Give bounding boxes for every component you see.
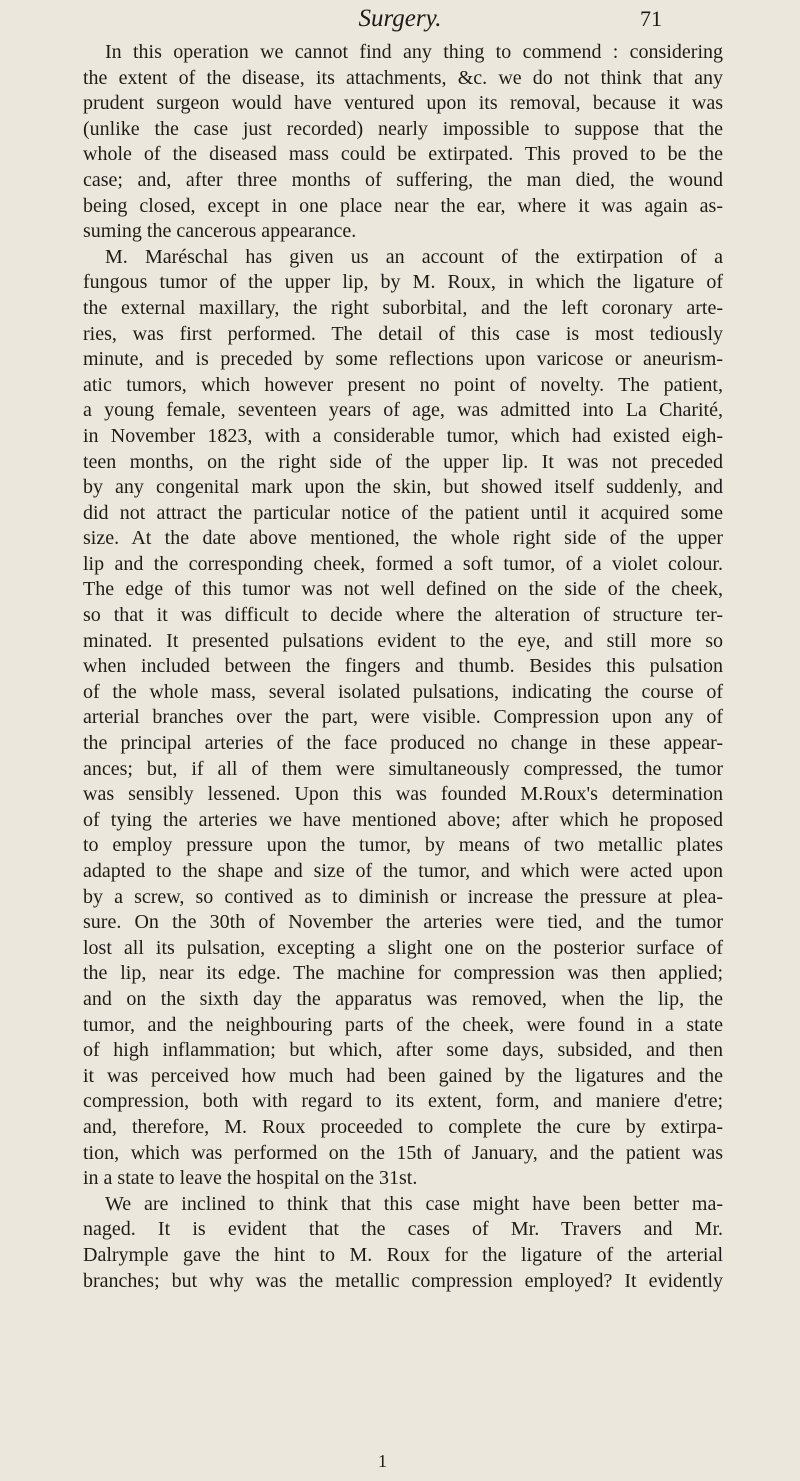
page-number: 71	[640, 6, 662, 31]
text-line: of high inflammation; but which, after some days, subsided, and then	[83, 1039, 723, 1062]
text-line: In this operation we cannot find any thing to commend : considering	[105, 41, 723, 63]
text-line: a young female, seventeen years of age, was admitted into La Charité,	[83, 399, 723, 422]
text-line: minute, and is preceded by some reflections upon varicose or aneurism-	[83, 348, 723, 371]
text-line: was sensibly lessened. Upon this was founded M.Roux's determination	[83, 783, 723, 806]
text-line: lost all its pulsation, excepting a slight one on the posterior surface of	[83, 936, 723, 959]
text-line: ries, was first performed. The detail of this case is most tediously	[83, 322, 723, 345]
text-line: whole of the diseased mass could be extirpated. This proved to be the	[83, 143, 723, 166]
text-line: lip and the corresponding cheek, formed a soft tumor, of a violet colour.	[83, 552, 723, 575]
text-line: in a state to leave the hospital on the 31st.	[83, 1167, 418, 1190]
text-line: branches; but why was the metallic compression employed? It evidently	[83, 1269, 723, 1292]
text-line: teen months, on the right side of the upper lip. It was not preceded	[83, 450, 723, 473]
text-line: being closed, except in one place near the ear, where it was again as-	[83, 194, 723, 217]
text-line: so that it was difficult to decide where the alteration of structure ter-	[83, 604, 723, 627]
text-line: by any congenital mark upon the skin, but showed itself suddenly, and	[83, 476, 723, 499]
text-line: the external maxillary, the right suborbital, and the left coronary arte-	[83, 296, 723, 319]
body-text	[83, 40, 723, 1294]
text-line: M. Maréschal has given us an account of the extirpation of a	[105, 245, 723, 268]
text-line: and on the sixth day the apparatus was removed, when the lip, the	[83, 987, 723, 1010]
text-line: to employ pressure upon the tumor, by means of two metallic plates	[83, 834, 723, 857]
text-line: did not attract the particular notice of the patient until it acquired some	[83, 501, 723, 524]
text-line: tumor, and the neighbouring parts of the cheek, were found in a state	[83, 1013, 723, 1036]
text-line: compression, both with regard to its extent, form, and maniere d'etre;	[83, 1090, 723, 1113]
text-line: We are inclined to think that this case might have been better ma-	[105, 1192, 723, 1215]
text-line: size. At the date above mentioned, the whole right side of the upper	[83, 527, 723, 550]
text-line: the extent of the disease, its attachments, &c. we do not think that any	[83, 66, 723, 89]
text-line: of the whole mass, several isolated pulsations, indicating the course of	[83, 680, 723, 703]
text-line: prudent surgeon would have ventured upon its removal, because it was	[83, 92, 723, 115]
text-line: case; and, after three months of suffering, the man died, the wound	[83, 168, 723, 191]
text-line: sure. On the 30th of November the arteries were tied, and the tumor	[83, 911, 723, 934]
running-title: Surgery.	[358, 5, 442, 32]
text-line: when included between the fingers and thumb. Besides this pulsation	[83, 655, 723, 678]
text-line: by a screw, so contived as to diminish or increase the pressure at plea-	[83, 885, 723, 908]
text-line: arterial branches over the part, were visible. Compression upon any of	[83, 706, 723, 729]
text-line: ances; but, if all of them were simultaneously compressed, the tumor	[83, 757, 723, 780]
text-line: the principal arteries of the face produced no change in these appear-	[83, 732, 723, 755]
text-line: and, therefore, M. Roux proceeded to complete the cure by extirpa-	[83, 1115, 723, 1138]
text-line: minated. It presented pulsations evident to the eye, and still more so	[83, 629, 723, 652]
text-line: the lip, near its edge. The machine for compression was then applied;	[83, 962, 723, 985]
text-line: of tying the arteries we have mentioned above; after which he proposed	[83, 808, 723, 831]
text-line: in November 1823, with a considerable tumor, which had existed eigh-	[83, 424, 723, 447]
text-line: The edge of this tumor was not well defined on the side of the cheek,	[83, 578, 723, 601]
signature-mark: 1	[378, 1451, 387, 1471]
text-line: tion, which was performed on the 15th of January, and the patient was	[83, 1141, 723, 1164]
text-line: it was perceived how much had been gained by the ligatures and the	[83, 1064, 723, 1087]
text-line: adapted to the shape and size of the tumor, and which were acted upon	[83, 860, 723, 882]
text-line: atic tumors, which however present no point of novelty. The patient,	[83, 373, 723, 396]
text-line: fungous tumor of the upper lip, by M. Roux, in which the ligature of	[83, 271, 723, 294]
text-line: naged. It is evident that the cases of Mr. Travers and Mr.	[83, 1218, 723, 1241]
text-line: (unlike the case just recorded) nearly impossible to suppose that the	[83, 117, 723, 140]
text-line: Dalrymple gave the hint to M. Roux for the ligature of the arterial	[83, 1243, 723, 1266]
text-line: suming the cancerous appearance.	[83, 220, 357, 243]
